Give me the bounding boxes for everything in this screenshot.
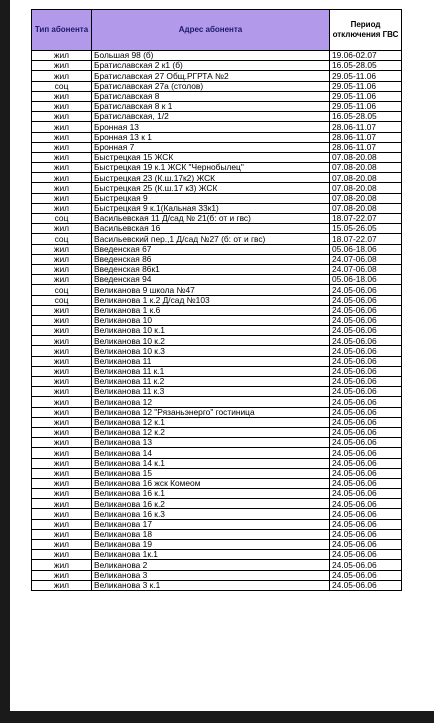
table-row [32,264,402,274]
cell-address: Великанова 10 к.1 [92,326,330,336]
cell-period: 24.05-06.06 [330,519,402,529]
cell-subscriber-type: жил [32,152,92,162]
cell-period: 16.05-28.05 [330,61,402,71]
cell-address: Великанова 11 к.2 [92,377,330,387]
cell-subscriber-type: жил [32,142,92,152]
cell-address: Великанова 16 жск Комеом [92,478,330,488]
cell-subscriber-type: жил [32,560,92,570]
cell-address: Великанова 10 к.2 [92,336,330,346]
cell-address: Братиславская 8 [92,91,330,101]
cell-address: Великанова 11 к.1 [92,366,330,376]
cell-period: 28.06-11.07 [330,142,402,152]
cell-period: 29.05-11.06 [330,91,402,101]
cell-address: Быстрецкая 9 [92,193,330,203]
cell-period: 24.05-06.06 [330,509,402,519]
table-header-row [32,10,402,51]
cell-period: 07.08-20.08 [330,173,402,183]
cell-subscriber-type: жил [32,407,92,417]
cell-address: Братиславская 27а (столов) [92,81,330,91]
cell-subscriber-type: жил [32,499,92,509]
cell-period: 24.05-06.06 [330,377,402,387]
cell-period: 24.05-06.06 [330,438,402,448]
cell-period: 24.05-06.06 [330,326,402,336]
cell-address: Великанова 13 [92,438,330,448]
table-row [32,417,402,427]
cell-subscriber-type: жил [32,427,92,437]
cell-period: 24.05-06.06 [330,540,402,550]
table-row [32,570,402,580]
table-row [32,427,402,437]
table-row [32,61,402,71]
cell-period: 24.05-06.06 [330,570,402,580]
cell-subscriber-type: жил [32,193,92,203]
cell-address: Быстрецкая 15 ЖСК [92,152,330,162]
cell-period: 07.08-20.08 [330,152,402,162]
cell-period: 24.07-06.08 [330,264,402,274]
cell-address: Великанова 1к.1 [92,550,330,560]
table-row [32,550,402,560]
cell-subscriber-type: жил [32,346,92,356]
cell-address: Великанова 16 к.3 [92,509,330,519]
cell-subscriber-type: жил [32,224,92,234]
cell-period: 07.08-20.08 [330,203,402,213]
cell-period: 24.05-06.06 [330,336,402,346]
cell-period: 24.05-06.06 [330,295,402,305]
table-row [32,295,402,305]
table-row [32,112,402,122]
cell-period: 24.05-06.06 [330,560,402,570]
table-row [32,163,402,173]
cell-period: 24.05-06.06 [330,489,402,499]
cell-address: Большая 98 (б) [92,51,330,61]
cell-address: Введенская 86 [92,254,330,264]
cell-address: Бронная 7 [92,142,330,152]
cell-subscriber-type: соц [32,295,92,305]
cell-address: Васильевская 11 Д/сад № 21(б: от и гвс) [92,214,330,224]
cell-period: 24.05-06.06 [330,478,402,488]
cell-subscriber-type: жил [32,438,92,448]
cell-subscriber-type: жил [32,163,92,173]
table-row [32,377,402,387]
table-row [32,489,402,499]
cell-address: Быстрецкая 19 к.1 ЖСК "Чернобылец" [92,163,330,173]
table-row [32,203,402,213]
cell-subscriber-type: жил [32,489,92,499]
table-row [32,71,402,81]
cell-address: Великанова 12 к.1 [92,417,330,427]
cell-address: Великанова 12 "Рязаньэнерго" гостиница [92,407,330,417]
cell-subscriber-type: жил [32,580,92,590]
cell-address: Братиславская 8 к 1 [92,101,330,111]
table-row [32,366,402,376]
cell-period: 24.05-06.06 [330,305,402,315]
table-row [32,478,402,488]
cell-subscriber-type: жил [32,377,92,387]
cell-address: Великанова 1 к.6 [92,305,330,315]
cell-subscriber-type: жил [32,173,92,183]
cell-address: Введенская 86к1 [92,264,330,274]
cell-subscriber-type: соц [32,81,92,91]
cell-address: Великанова 16 к.2 [92,499,330,509]
cell-subscriber-type: жил [32,417,92,427]
cell-address: Быстрецкая 23 (К.ш.17к2) ЖСК [92,173,330,183]
cell-subscriber-type: соц [32,234,92,244]
table-row [32,285,402,295]
table-row [32,540,402,550]
cell-subscriber-type: жил [32,264,92,274]
cell-period: 24.05-06.06 [330,550,402,560]
cell-period: 24.05-06.06 [330,356,402,366]
cell-period: 24.07-06.08 [330,254,402,264]
cell-subscriber-type: жил [32,61,92,71]
cell-address: Бронная 13 [92,122,330,132]
cell-address: Введенская 67 [92,244,330,254]
table-row [32,91,402,101]
table-row [32,458,402,468]
cell-period: 28.06-11.07 [330,122,402,132]
page-bottom-edge [0,711,434,723]
table-row [32,132,402,142]
cell-address: Великанова 9 школа №47 [92,285,330,295]
cell-subscriber-type: жил [32,326,92,336]
cell-period: 24.05-06.06 [330,285,402,295]
table-row [32,397,402,407]
cell-address: Великанова 3 к.1 [92,580,330,590]
table-row [32,183,402,193]
cell-period: 24.05-06.06 [330,397,402,407]
header-outage-period: Период отключения ГВС [330,10,402,51]
table-row [32,81,402,91]
table-row [32,214,402,224]
table-row [32,560,402,570]
cell-subscriber-type: жил [32,529,92,539]
table-row [32,448,402,458]
cell-subscriber-type: жил [32,254,92,264]
cell-address: Васильевская 16 [92,224,330,234]
table-row [32,51,402,61]
cell-address: Великанова 11 к.3 [92,387,330,397]
cell-subscriber-type: жил [32,366,92,376]
cell-address: Великанова 2 [92,560,330,570]
cell-period: 24.05-06.06 [330,417,402,427]
cell-period: 19.06-02.07 [330,51,402,61]
cell-subscriber-type: жил [32,397,92,407]
cell-subscriber-type: жил [32,478,92,488]
cell-subscriber-type: жил [32,183,92,193]
table-row [32,438,402,448]
cell-address: Быстрецкая 25 (К.ш.17 к3) ЖСК [92,183,330,193]
cell-subscriber-type: жил [32,509,92,519]
cell-subscriber-type: жил [32,458,92,468]
cell-period: 05.06-18.06 [330,244,402,254]
cell-address: Быстрецкая 9 к.1(Кальная 33к1) [92,203,330,213]
table-row [32,468,402,478]
cell-period: 24.05-06.06 [330,387,402,397]
table-row [32,346,402,356]
cell-period: 07.08-20.08 [330,193,402,203]
cell-subscriber-type: жил [32,468,92,478]
cell-period: 18.07-22.07 [330,234,402,244]
cell-subscriber-type: жил [32,570,92,580]
table-row [32,356,402,366]
cell-period: 24.05-06.06 [330,366,402,376]
cell-address: Великанова 10 к.3 [92,346,330,356]
cell-period: 24.05-06.06 [330,346,402,356]
cell-subscriber-type: жил [32,132,92,142]
cell-subscriber-type: жил [32,448,92,458]
cell-address: Великанова 1 к.2 Д/сад №103 [92,295,330,305]
cell-address: Братиславская, 1/2 [92,112,330,122]
cell-subscriber-type: жил [32,336,92,346]
cell-address: Великанова 10 [92,315,330,325]
table-row [32,499,402,509]
cell-address: Великанова 14 к.1 [92,458,330,468]
cell-subscriber-type: жил [32,112,92,122]
table-row [32,101,402,111]
cell-period: 24.05-06.06 [330,427,402,437]
table-row [32,224,402,234]
cell-address: Великанова 18 [92,529,330,539]
cell-subscriber-type: жил [32,305,92,315]
cell-address: Великанова 15 [92,468,330,478]
cell-period: 16.05-28.05 [330,112,402,122]
table-row [32,244,402,254]
cell-subscriber-type: жил [32,101,92,111]
cell-period: 18.07-22.07 [330,214,402,224]
cell-address: Бронная 13 к 1 [92,132,330,142]
cell-period: 24.05-06.06 [330,580,402,590]
cell-address: Великанова 17 [92,519,330,529]
cell-subscriber-type: жил [32,519,92,529]
cell-subscriber-type: жил [32,550,92,560]
table-row [32,173,402,183]
table-row [32,234,402,244]
cell-period: 07.08-20.08 [330,163,402,173]
cell-subscriber-type: жил [32,387,92,397]
cell-subscriber-type: жил [32,71,92,81]
cell-subscriber-type: жил [32,540,92,550]
cell-subscriber-type: жил [32,315,92,325]
cell-address: Великанова 12 к.2 [92,427,330,437]
table-row [32,193,402,203]
cell-address: Великанова 16 к.1 [92,489,330,499]
cell-subscriber-type: соц [32,285,92,295]
cell-period: 05.06-18.06 [330,275,402,285]
cell-period: 29.05-11.06 [330,81,402,91]
table-row [32,122,402,132]
cell-subscriber-type: соц [32,214,92,224]
cell-period: 07.08-20.08 [330,183,402,193]
cell-period: 24.05-06.06 [330,468,402,478]
cell-period: 24.05-06.06 [330,407,402,417]
cell-period: 24.05-06.06 [330,458,402,468]
outage-schedule-table [31,9,402,591]
table-row [32,275,402,285]
cell-period: 24.05-06.06 [330,499,402,509]
header-subscriber-address: Адрес абонента [92,10,330,51]
cell-period: 24.05-06.06 [330,448,402,458]
cell-address: Братиславская 2 к1 (б) [92,61,330,71]
cell-period: 29.05-11.06 [330,71,402,81]
cell-address: Васильевский пер.,1 Д/сад №27 (б: от и гвс) [92,234,330,244]
cell-address: Великанова 19 [92,540,330,550]
table-row [32,580,402,590]
cell-subscriber-type: жил [32,203,92,213]
cell-subscriber-type: жил [32,244,92,254]
cell-period: 28.06-11.07 [330,132,402,142]
header-subscriber-type: Тип абонента [32,10,92,51]
table-row [32,254,402,264]
cell-subscriber-type: жил [32,356,92,366]
table-row [32,142,402,152]
cell-subscriber-type: жил [32,275,92,285]
table-row [32,529,402,539]
cell-address: Великанова 12 [92,397,330,407]
cell-address: Великанова 14 [92,448,330,458]
cell-period: 15.05-26.05 [330,224,402,234]
table-row [32,152,402,162]
table-row [32,509,402,519]
table-row [32,326,402,336]
cell-address: Великанова 11 [92,356,330,366]
cell-subscriber-type: жил [32,51,92,61]
cell-period: 24.05-06.06 [330,529,402,539]
table-row [32,315,402,325]
cell-subscriber-type: жил [32,122,92,132]
table-row [32,387,402,397]
cell-address: Братиславская 27 Общ.РГРТА №2 [92,71,330,81]
cell-period: 29.05-11.06 [330,101,402,111]
cell-period: 24.05-06.06 [330,315,402,325]
cell-address: Великанова 3 [92,570,330,580]
cell-address: Введенская 94 [92,275,330,285]
table-row [32,305,402,315]
cell-subscriber-type: жил [32,91,92,101]
table-row [32,519,402,529]
table-row [32,336,402,346]
table-row [32,407,402,417]
